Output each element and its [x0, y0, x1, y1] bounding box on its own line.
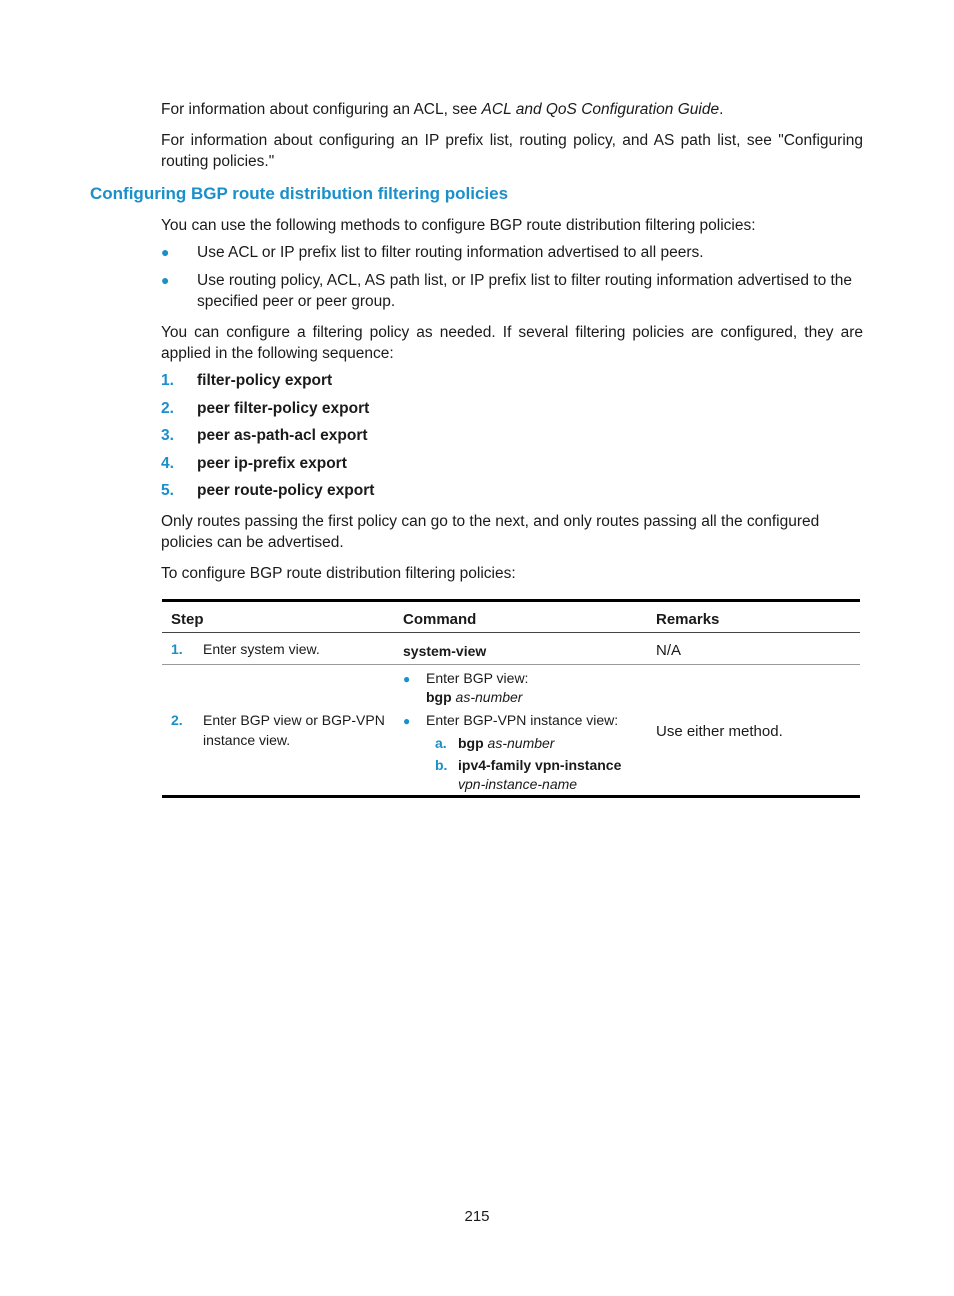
sequence-command: filter-policy export — [197, 372, 333, 389]
sequence-note-paragraph: Only routes passing the first policy can go to the next, and only routes passing all the configured policies can be advertised. — [161, 513, 820, 551]
header-remarks: Remarks — [656, 611, 720, 628]
row2-sub-b-command: ipv4-family vpn-instance — [458, 757, 622, 773]
sequence-command: peer ip-prefix export — [197, 455, 347, 472]
row2-bgp-view-command — [426, 687, 522, 707]
sequence-number: 1. — [161, 372, 174, 389]
bullet-item — [161, 242, 863, 263]
row2-bgp-view-item — [403, 668, 410, 689]
bgp-argument: as-number — [455, 689, 523, 705]
section-heading: Configuring BGP route distribution filtering policies — [90, 184, 509, 203]
row2-vpn-view-item — [403, 710, 410, 731]
sequence-number: 2. — [161, 400, 174, 417]
bgp-command: bgp — [426, 689, 452, 705]
sequence-intro-paragraph: You can configure a filtering policy as needed. If several filtering policies are configured, they are applied in the following sequence: — [161, 324, 863, 362]
row2-sub-a-command — [458, 733, 554, 753]
sequence-number: 3. — [161, 427, 174, 444]
table-top-rule — [162, 599, 860, 602]
table-intro-paragraph: To configure BGP route distribution filtering policies: — [161, 565, 516, 582]
header-rule — [162, 632, 860, 633]
row-divider — [162, 664, 860, 665]
row2-step-text: Enter BGP view or BGP-VPN instance view. — [203, 712, 385, 748]
row2-sub-b-argument: vpn-instance-name — [458, 776, 578, 792]
row1-command: system-view — [403, 643, 487, 659]
row2-bgp-view-label: Enter BGP view: — [426, 670, 529, 686]
sequence-command: peer route-policy export — [197, 482, 375, 499]
sequence-number: 5. — [161, 482, 174, 499]
sequence-number: 4. — [161, 455, 174, 472]
acl-reference-prefix: For information about configuring an ACL, see — [161, 101, 482, 118]
methods-lead-paragraph: You can use the following methods to configure BGP route distribution filtering policies: — [161, 217, 756, 234]
page-number: 215 — [464, 1208, 490, 1225]
sequence-command: peer as-path-acl export — [197, 427, 368, 444]
bullet-item — [161, 270, 863, 312]
bullet-dot-icon: ● — [403, 672, 411, 686]
row1-remarks: N/A — [656, 642, 682, 659]
header-step: Step — [171, 611, 204, 628]
bgp-argument: as-number — [487, 735, 555, 751]
bullet-dot-icon: ● — [403, 714, 411, 728]
row1-step-number: 1. — [171, 641, 183, 657]
row2-remarks: Use either method. — [656, 723, 783, 740]
table-bottom-rule — [162, 795, 860, 798]
row2-step-number: 2. — [171, 712, 183, 728]
bullet-text: Use ACL or IP prefix list to filter routing information advertised to all peers. — [197, 244, 704, 261]
acl-reference-paragraph — [161, 99, 863, 120]
row2-sub-a-marker: a. — [435, 735, 447, 751]
bullet-dot-icon: ● — [161, 244, 170, 260]
prefix-list-reference-paragraph: For information about configuring an IP prefix list, routing policy, and AS path list, see "Configuring routing policies." — [161, 132, 863, 170]
bullet-text: Use routing policy, ACL, AS path list, or IP prefix list to filter routing information advertised to the specified peer or peer group. — [197, 272, 853, 310]
sequence-command: peer filter-policy export — [197, 400, 370, 417]
bullet-dot-icon: ● — [161, 272, 170, 288]
acl-reference-suffix: . — [719, 101, 724, 118]
acl-guide-title: ACL and QoS Configuration Guide — [481, 101, 720, 118]
row2-sub-b-marker: b. — [435, 757, 448, 773]
row2-vpn-view-label: Enter BGP-VPN instance view: — [426, 712, 619, 728]
row1-step-text: Enter system view. — [203, 641, 320, 657]
bgp-command: bgp — [458, 735, 484, 751]
header-command: Command — [403, 611, 477, 628]
